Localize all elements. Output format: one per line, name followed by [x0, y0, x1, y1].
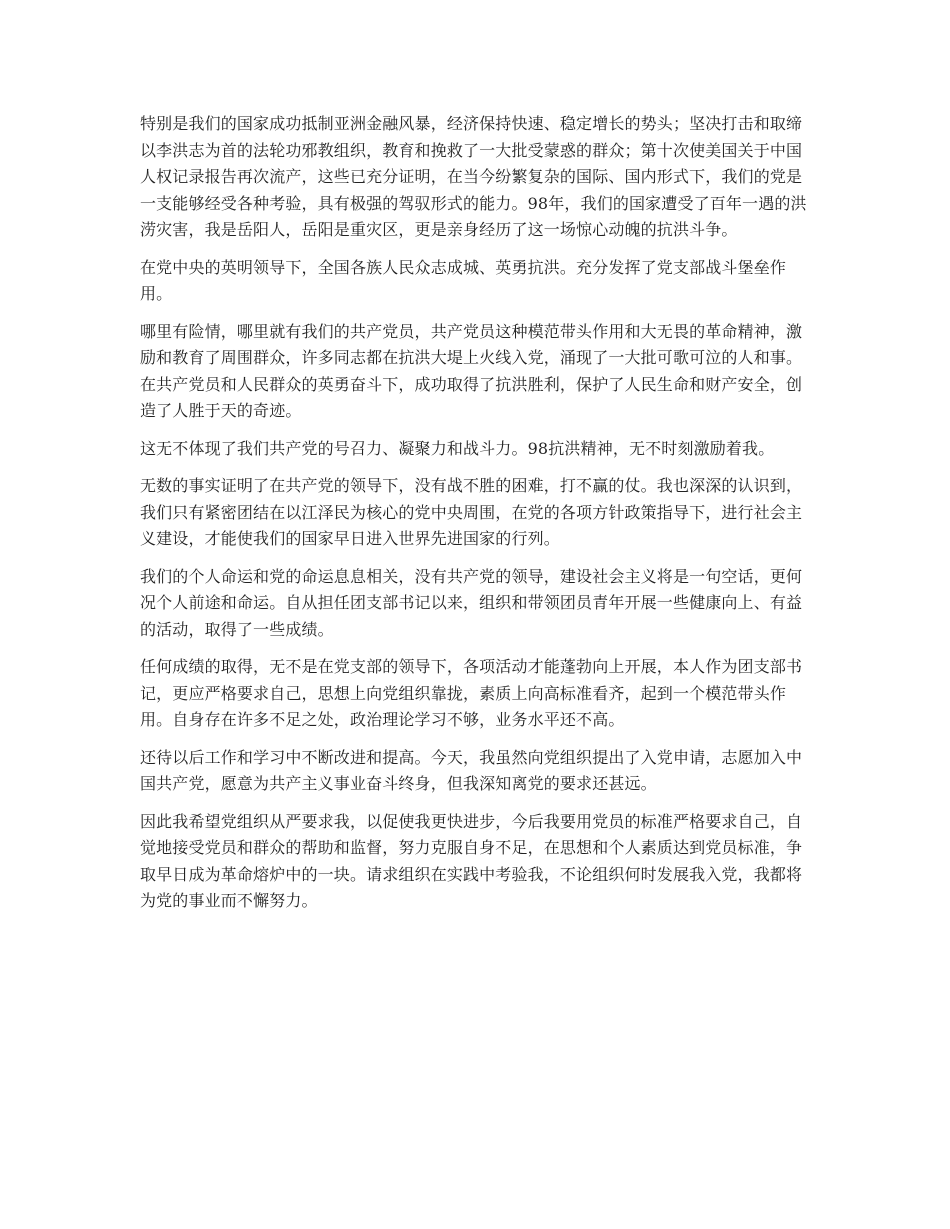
paragraph-6: 我们的个人命运和党的命运息息相关，没有共产党的领导，建设社会主义将是一句空话，更何况个人前途和命运。自从担任团支部书记以来，组织和带领团员青年开展一些健康向上、有益的活动，取得了一些成绩。	[140, 566, 803, 639]
paragraph-2: 在党中央的英明领导下，全国各族人民众志成城、英勇抗洪。充分发挥了党支部战斗堡垒作用。	[140, 257, 787, 303]
paragraph-8: 还待以后工作和学习中不断改进和提高。今天，我虽然向党组织提出了入党申请，志愿加入中国共产党，愿意为共产主义事业奋斗终身，但我深知离党的要求还甚远。	[140, 747, 803, 793]
paragraph-5: 无数的事实证明了在共产党的领导下，没有战不胜的困难，打不赢的仗。我也深深的认识到，我们只有紧密团结在以江泽民为核心的党中央周围，在党的各项方针政策指导下，进行社会主义建设，才能使我们的国家早日进入世界先进国家的行列。	[140, 476, 803, 548]
paragraph-4: 这无不体现了我们共产党的号召力、凝聚力和战斗力。98抗洪精神，无不时刻激励着我。	[140, 438, 775, 458]
document-body	[140, 111, 810, 926]
paragraph-3: 哪里有险情，哪里就有我们的共产党员，共产党员这种模范带头作用和大无畏的革命精神，激励和教育了周围群众，许多同志都在抗洪大堤上火线入党，涌现了一大批可歌可泣的人和事。在共产党员和人民群众的英勇奋斗下，成功取得了抗洪胜利，保护了人民生命和财产安全，创造了人胜于天的奇迹。	[140, 321, 803, 420]
paragraph-9: 因此我希望党组织从严要求我，以促使我更快进步，今后我要用党员的标准严格要求自己，自觉地接受党员和群众的帮助和监督，努力克服自身不足，在思想和个人素质达到党员标准，争取早日成为革命熔炉中的一块。请求组织在实践中考验我，不论组织何时发展我入党，我都将为党的事业而不懈努力。	[140, 811, 803, 910]
paragraph-1: 特别是我们的国家成功抵制亚洲金融风暴，经济保持快速、稳定增长的势头；坚决打击和取缔以李洪志为首的法轮功邪教组织，教育和挽救了一大批受蒙惑的群众；第十次使美国关于中国人权记录报告再次流产，这些已充分证明，在当今纷繁复杂的国际、国内形式下，我们的党是一支能够经受各种考验，具有极强的驾驭形式的能力。98年，我们的国家遭受了百年一遇的洪涝灾害，我是岳阳人，岳阳是重灾区，更是亲身经历了这一场惊心动魄的抗洪斗争。	[140, 114, 807, 239]
paragraph-7: 任何成绩的取得，无不是在党支部的领导下，各项活动才能蓬勃向上开展，本人作为团支部书记，更应严格要求自己，思想上向党组织靠拢，素质上向高标准看齐，起到一个模范带头作用。自身存在许多不足之处，政治理论学习不够，业务水平还不高。	[140, 657, 803, 729]
